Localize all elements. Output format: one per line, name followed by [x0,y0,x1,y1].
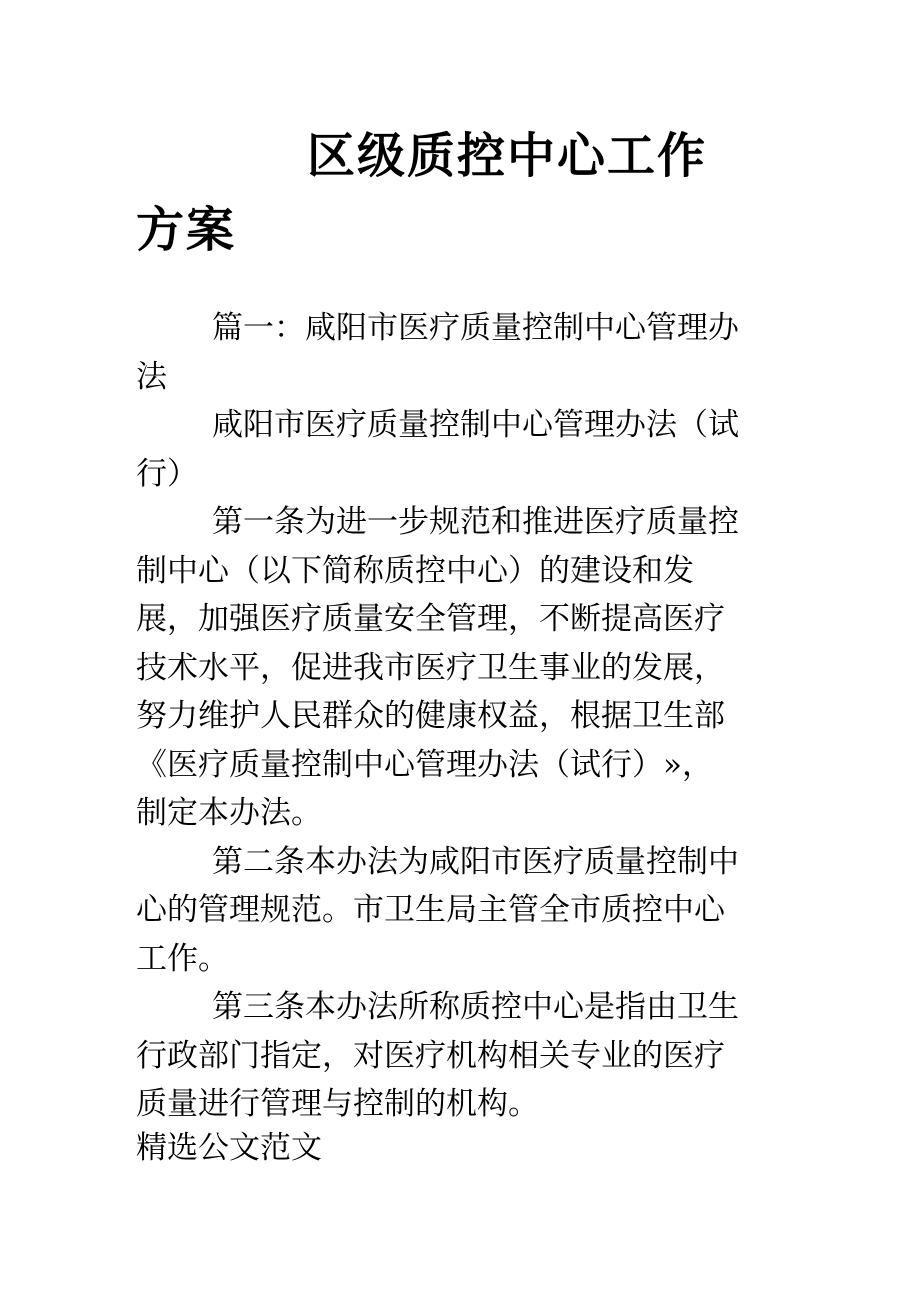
article-3: 第三条本办法所称质控中心是指由卫生行政部门指定，对医疗机构相关专业的医疗质量进行管理与控制的机构。 [136,989,739,1122]
document-body [136,304,741,1129]
footer-label: 精选公文范文 [136,1130,322,1166]
document-title-line-1: 区级质控中心工作 [307,128,708,184]
article-2: 第二条本办法为咸阳市医疗质量控制中心的管理规范。市卫生局主管全市质控中心工作。 [136,843,739,977]
document-title-line-2: 方案 [136,202,237,258]
sub-title: 咸阳市医疗质量控制中心管理办法（试行） [136,407,739,492]
section-heading: 篇一：咸阳市医疗质量控制中心管理办法 [136,310,739,395]
article-1: 第一条为进一步规范和推进医疗质量控制中心（以下简称质控中心）的建设和发展，加强医疗质量安全管理，不断提高医疗技术水平，促进我市医疗卫生事业的发展，努力维护人民群众的健康权益，根据卫生部《医疗质量控制中心管理办法（试行）»，制定本办法。 [136,504,739,831]
